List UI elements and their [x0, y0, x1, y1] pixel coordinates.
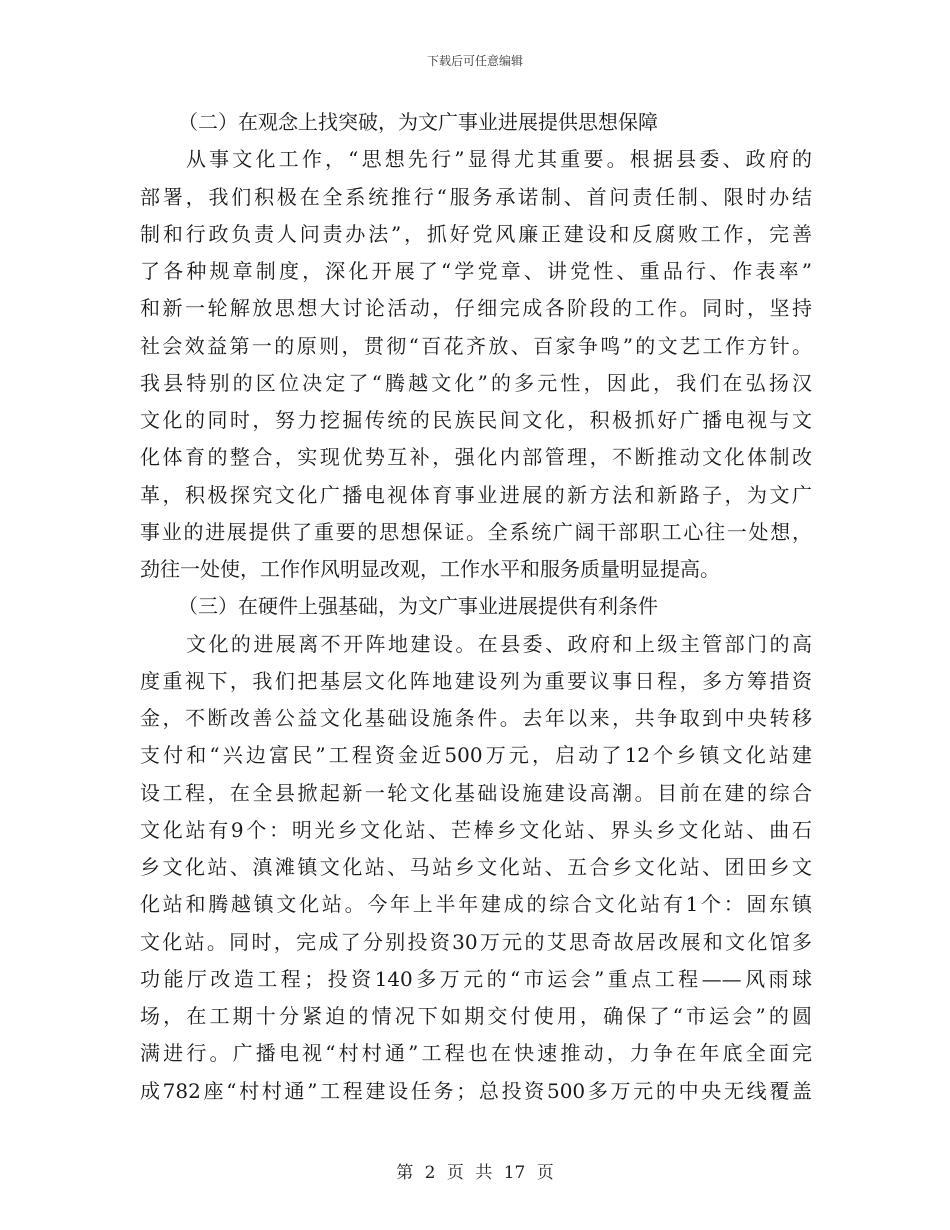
paragraph-line: 制和行政负责人问责办法”，抓好党风廉正建设和反腐败工作，完善	[140, 221, 812, 246]
paragraph-line: 从事文化工作，“思想先行”显得尤其重要。根据县委、政府的	[186, 147, 812, 172]
paragraph-line: 场，在工期十分紧迫的情况下如期交付使用，确保了“市运会”的圆	[140, 1004, 812, 1028]
paragraph-line: 劲往一处使，工作作风明显改观，工作水平和服务质量明显提高。	[140, 557, 720, 581]
paragraph-line: 化体育的整合，实现优势互补，强化内部管理，不断推动文化体制改	[140, 445, 812, 470]
paragraph-line: 文化站。同时，完成了分别投资30万元的艾思奇故居改展和文化馆多	[140, 929, 812, 954]
section-heading-3: （三）在硬件上强基础，为文广事业进展提供有利条件	[178, 594, 658, 619]
page-header: 下载后可任意编辑	[426, 54, 523, 68]
paragraph-line: 金，不断改善公益文化基础设施条件。去年以来，共争取到中央转移	[140, 706, 812, 730]
paragraph-line: 文化的进展离不开阵地建设。在县委、政府和上级主管部门的高	[186, 631, 812, 656]
page-footer: 第 2 页 共 17 页	[396, 1163, 554, 1183]
paragraph-line: 度重视下，我们把基层文化阵地建设列为重要议事日程，多方筹措资	[140, 668, 812, 693]
paragraph-line: 革，积极探究文化广播电视体育事业进展的新方法和新路子，为文广	[140, 482, 812, 507]
section-heading-2: （二）在观念上找突破，为文广事业进展提供思想保障	[178, 110, 658, 134]
paragraph-line: 支付和“兴边富民”工程资金近500万元，启动了12个乡镇文化站建	[140, 743, 812, 768]
paragraph-line: 社会效益第一的原则，贯彻“百花齐放、百家争鸣”的文艺工作方针。	[140, 333, 812, 358]
paragraph-line: 我县特别的区位决定了“腾越文化”的多元性，因此，我们在弘扬汉	[140, 370, 812, 395]
paragraph-line: 功能厅改造工程；投资140多万元的“市运会”重点工程——风雨球	[140, 966, 812, 991]
paragraph-line: 和新一轮解放思想大讨论活动，仔细完成各阶段的工作。同时，坚持	[140, 296, 812, 321]
paragraph-line: 了各种规章制度，深化开展了“学党章、讲党性、重品行、作表率”	[140, 259, 812, 283]
paragraph-line: 满进行。广播电视“村村通”工程也在快速推动，力争在年底全面完	[140, 1041, 812, 1066]
document-body	[140, 104, 812, 1110]
paragraph-line: 化站和腾越镇文化站。今年上半年建成的综合文化站有1个：固东镇	[140, 892, 812, 917]
paragraph-line: 成782座“村村通”工程建设任务；总投资500多万元的中央无线覆盖	[140, 1078, 812, 1103]
paragraph-line: 乡文化站、滇滩镇文化站、马站乡文化站、五合乡文化站、团田乡文	[140, 855, 812, 879]
paragraph-line: 设工程，在全县掀起新一轮文化基础设施建设高潮。目前在建的综合	[140, 780, 812, 805]
paragraph-line: 文化站有9个：明光乡文化站、芒棒乡文化站、界头乡文化站、曲石	[140, 817, 812, 842]
paragraph-line: 文化的同时，努力挖掘传统的民族民间文化，积极抓好广播电视与文	[140, 408, 812, 432]
paragraph-line: 部署，我们积极在全系统推行“服务承诺制、首问责任制、限时办结	[140, 184, 812, 209]
paragraph-line: 事业的进展提供了重要的思想保证。全系统广阔干部职工心往一处想，	[140, 519, 812, 544]
